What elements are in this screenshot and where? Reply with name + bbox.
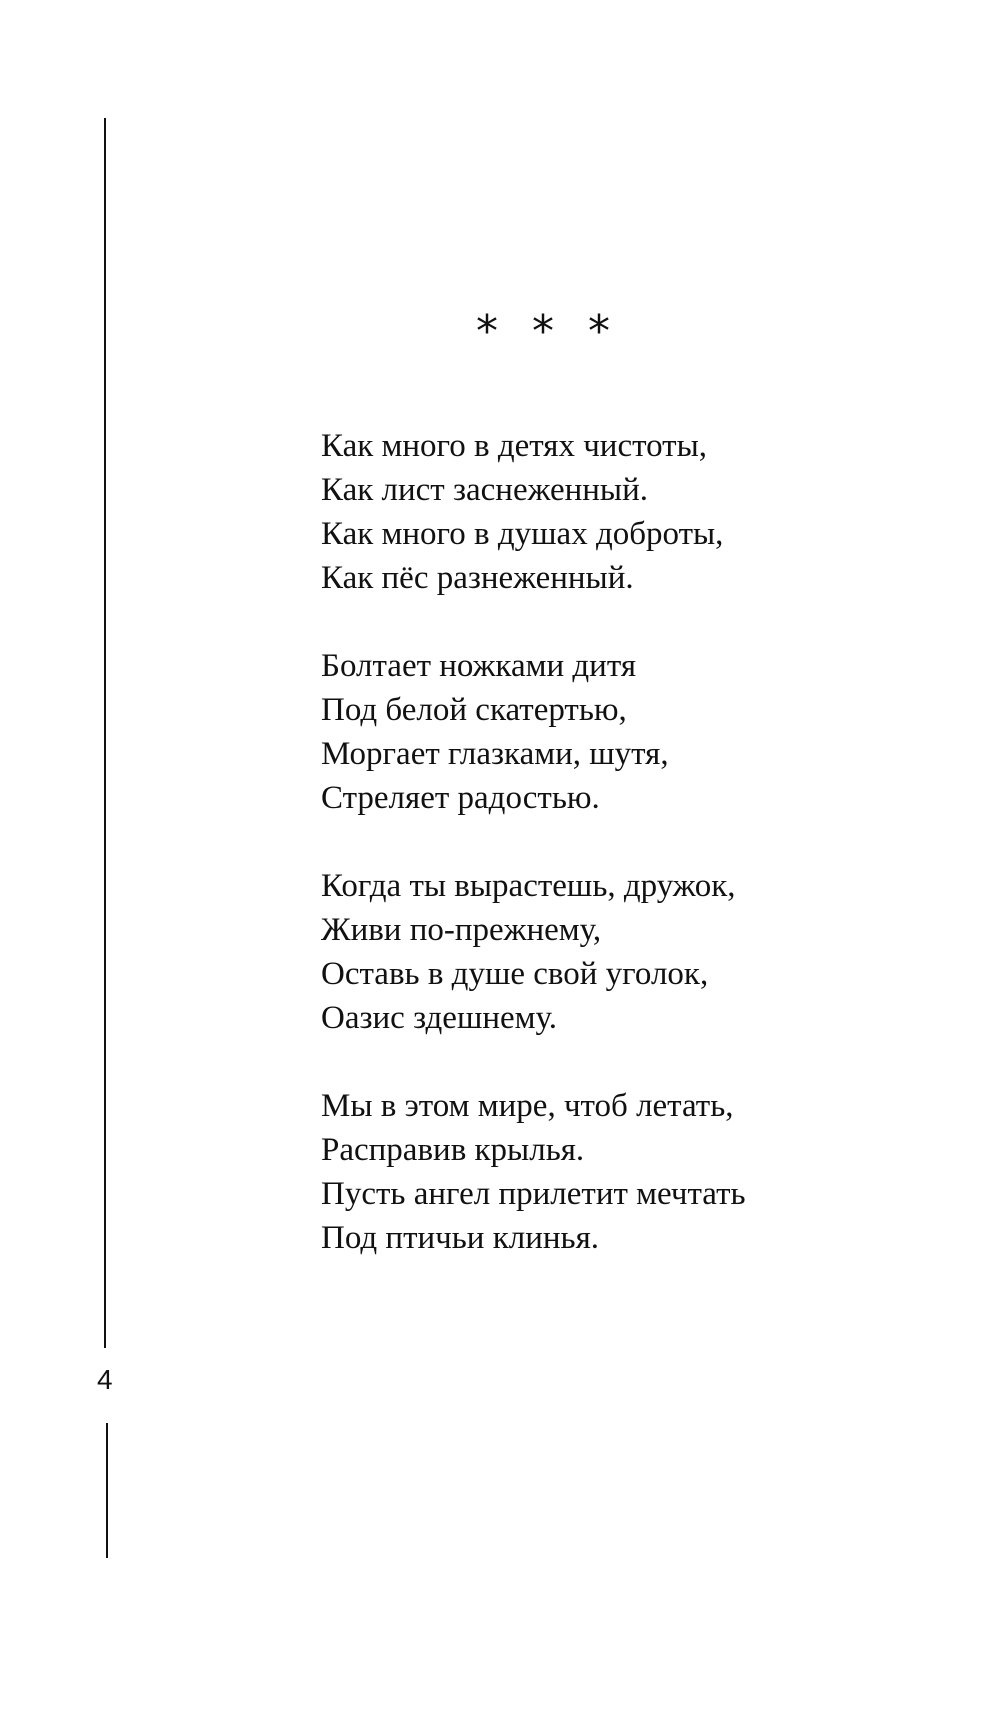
poem-line: Как пёс разнеженный. bbox=[321, 560, 634, 596]
poem-line: Живи по-прежнему, bbox=[321, 912, 602, 948]
poem-line: Как лист заснеженный. bbox=[321, 472, 649, 508]
poem-line: Когда ты вырастешь, дружок, bbox=[321, 868, 736, 904]
poem-line: Мы в этом мире, чтоб летать, bbox=[321, 1088, 734, 1124]
poem bbox=[321, 424, 961, 1304]
stanza-4 bbox=[321, 1084, 961, 1260]
poem-line: Оазис здешнему. bbox=[321, 1000, 557, 1036]
poem-line: Как много в детях чистоты, bbox=[321, 428, 707, 464]
poem-line: Пусть ангел прилетит мечтать bbox=[321, 1176, 746, 1212]
margin-rule-top bbox=[104, 118, 106, 1348]
poem-line: Под птичьи клинья. bbox=[321, 1220, 600, 1256]
poem-line: Под белой скатертью, bbox=[321, 692, 627, 728]
poem-line: Моргает глазками, шутя, bbox=[321, 736, 669, 772]
section-separator: * * * bbox=[476, 306, 620, 357]
poem-line: Болтает ножками дитя bbox=[321, 648, 636, 684]
margin-rule-bottom bbox=[106, 1423, 108, 1558]
poem-line: Расправив крылья. bbox=[321, 1132, 585, 1168]
poem-line: Как много в душах доброты, bbox=[321, 516, 724, 552]
stanza-2 bbox=[321, 644, 961, 820]
stanza-1 bbox=[321, 424, 961, 600]
poem-line: Оставь в душе свой уголок, bbox=[321, 956, 709, 992]
stanza-3 bbox=[321, 864, 961, 1040]
page-number: 4 bbox=[97, 1364, 113, 1395]
poem-line: Стреляет радостью. bbox=[321, 780, 600, 816]
